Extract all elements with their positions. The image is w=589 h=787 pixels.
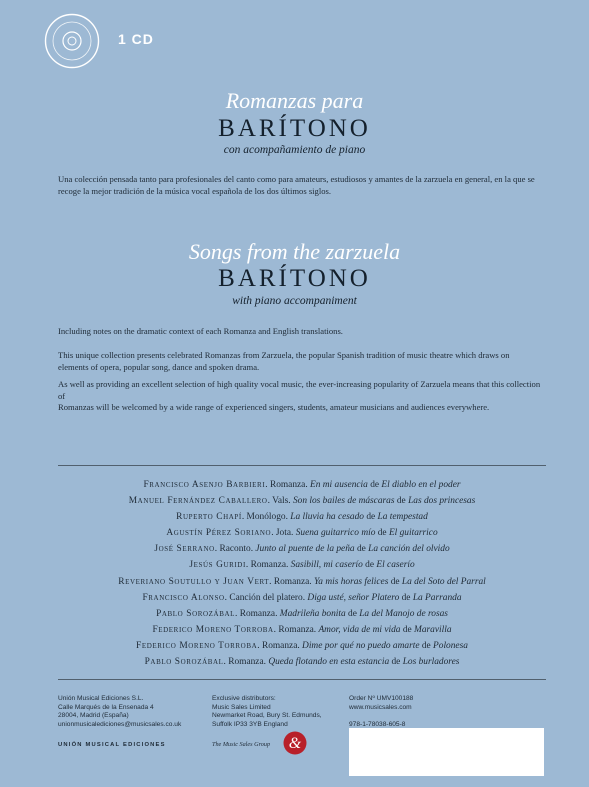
english-paragraph-line: Including notes on the dramatic context of each Romanza and English translations. (58, 326, 343, 336)
song-form: . Romanza. (245, 560, 291, 571)
distributor-heading: Exclusive distributors: (212, 695, 276, 702)
distributor-name: Music Sales Limited (212, 703, 271, 711)
song-entry (58, 590, 546, 606)
song-title: Sasibill, mi caserío (290, 560, 363, 571)
song-form: . Romanza. (235, 608, 280, 619)
cd-count-label: 1 CD (118, 31, 154, 47)
spanish-description-line: Una colección pensada tanto para profesionales del canto como para amateurs, estudiosos y amantes de la zarzuela en general, en la que se (58, 174, 535, 184)
song-connector: de (400, 624, 415, 635)
song-composer: Manuel Fernández Caballero (128, 496, 268, 507)
song-composer: Pablo Sorozábal (156, 608, 235, 619)
song-entry (58, 654, 546, 670)
publisher-address (58, 695, 181, 729)
song-title: Amor, vida de mi vida (318, 624, 401, 635)
song-form: . Romanza. (269, 576, 314, 587)
music-sales-logo-icon (283, 731, 307, 755)
song-work: El caserío (376, 560, 415, 571)
song-connector: de (362, 560, 377, 571)
song-work: El guitarrico (388, 528, 438, 539)
spanish-script-title: Romanzas para (225, 88, 364, 113)
song-entry (58, 477, 546, 493)
song-entry (58, 574, 546, 590)
song-composer: Agustín Pérez Soriano (166, 528, 272, 539)
song-connector: de (389, 657, 403, 668)
song-form: . Jota. (271, 528, 296, 539)
song-entry (58, 509, 546, 525)
song-title: La lluvia ha cesado (290, 512, 364, 523)
song-composer: Jesús Guridi (189, 560, 246, 571)
section-divider (58, 465, 546, 466)
spanish-subtitle: con acompañamiento de piano (223, 144, 366, 156)
order-info (349, 695, 413, 729)
publisher-email: unionmusicalediciones@musicsales.co.uk (58, 720, 182, 728)
english-notes-paragraph (58, 326, 548, 338)
song-title: Madrileña bonita (279, 608, 346, 619)
song-composer: Federico Moreno Torroba (136, 640, 258, 651)
publisher-name: Unión Musical Ediciones S.L. (58, 695, 144, 702)
song-connector: de (375, 528, 389, 539)
song-composer: Federico Moreno Torroba (152, 624, 274, 635)
song-title: Queda flotando en esta estancia (268, 657, 390, 668)
song-composer: Francisco Asenjo Barbieri (143, 480, 266, 490)
song-composer: Reveriano Soutullo y Juan Vert (118, 576, 270, 587)
song-work: La canción del olvido (368, 544, 450, 555)
song-title: Dime por qué no puedo amarte (302, 640, 420, 651)
song-form: . Raconto. (214, 544, 256, 555)
svg-text:&: & (288, 735, 302, 752)
publisher-city: 28004, Madrid (España) (58, 712, 129, 720)
song-work: Las dos princesas (408, 496, 476, 507)
english-subtitle: with piano accompaniment (232, 295, 357, 307)
english-paragraph-line: As well as providing an excellent selection of high quality vocal music, the ever-increasing popularity of Zarzuela means that this collection of (58, 379, 541, 401)
union-musical-logo-text: UNIÓN MUSICAL EDICIONES (58, 742, 166, 748)
song-title: En mi ausencia (310, 480, 368, 490)
song-title: Suena guitarrico mío (295, 528, 376, 539)
song-connector: de (419, 640, 434, 651)
song-entry (58, 638, 546, 654)
song-work: La del Manojo de rosas (359, 608, 448, 619)
distributor-city: Suffolk IP33 3YB England (212, 720, 288, 728)
song-composer: Francisco Alonso (142, 592, 225, 603)
song-entry (58, 541, 546, 557)
song-connector: de (354, 544, 369, 555)
footer-divider (58, 679, 546, 680)
song-entry (58, 622, 546, 638)
song-work: La tempestad (377, 512, 428, 523)
song-composer: Ruperto Chapí (176, 512, 242, 523)
song-work: El diablo en el poder (381, 480, 461, 490)
music-sales-group-logo-text: The Music Sales Group (212, 741, 271, 748)
song-connector: de (345, 608, 360, 619)
distributor-street: Newmarket Road, Bury St. Edmunds, (212, 712, 322, 720)
english-main-title: BARÍTONO (218, 265, 371, 292)
spanish-description-line: recoge la mejor tradición de la música vocal española de los dos últimos siglos. (58, 185, 332, 196)
song-entry (58, 606, 546, 622)
song-composer: Pablo Sorozábal (144, 657, 224, 668)
cd-disc-icon (44, 13, 100, 69)
song-form: . Monólogo. (241, 512, 291, 523)
song-form: . Romanza. (273, 624, 319, 635)
barcode-box (349, 728, 544, 776)
song-work: La Parranda (412, 592, 462, 603)
english-paragraph-line: This unique collection presents celebrated Romanzas from Zarzuela, the popular Spanish tradition of music theatre which draws on (58, 350, 510, 360)
distributor-address (212, 695, 322, 729)
song-form: . Canción del platero. (224, 592, 308, 603)
english-welcome-paragraph (58, 379, 548, 414)
song-entry (58, 493, 546, 509)
song-entry (58, 557, 546, 573)
song-title: Son los bailes de máscaras (292, 496, 395, 507)
song-entry (58, 525, 546, 541)
isbn: 978-1-78038-605-8 (349, 720, 406, 728)
english-script-title: Songs from the zarzuela (188, 239, 401, 264)
spacer (349, 712, 413, 721)
song-form: . Romanza. (257, 640, 303, 651)
english-paragraph-line: Romanzas will be welcomed by a wide range of experienced singers, students, amateur musicians and audiences everywhere. (58, 402, 490, 413)
english-paragraph-line: elements of opera, popular song, dance and spoken drama. (58, 361, 260, 372)
song-form: . Vals. (267, 496, 293, 507)
website: www.musicsales.com (349, 703, 412, 711)
song-connector: de (399, 592, 413, 603)
publisher-street: Calle Marqués de la Ensenada 4 (58, 703, 154, 711)
order-number: Order Nº UMV100188 (349, 695, 414, 702)
song-work: Maravilla (414, 624, 452, 635)
song-work: Polonesa (433, 640, 468, 651)
song-connector: de (367, 480, 382, 490)
song-connector: de (388, 576, 402, 587)
song-connector: de (394, 496, 409, 507)
english-collection-paragraph (58, 350, 548, 373)
song-composer: José Serrano (154, 544, 215, 555)
song-work: Los burladores (402, 657, 460, 668)
song-work: La del Soto del Parral (401, 576, 486, 587)
song-list (58, 477, 546, 670)
spanish-main-title: BARÍTONO (218, 115, 371, 142)
song-form: . Romanza. (265, 480, 311, 490)
spanish-description (58, 174, 548, 197)
song-title: Junto al puente de la peña (255, 544, 355, 555)
song-title: Diga usté, señor Platero (307, 592, 400, 603)
song-form: . Romanza. (223, 657, 269, 668)
song-title: Ya mis horas felices (313, 576, 389, 587)
song-connector: de (364, 512, 378, 523)
